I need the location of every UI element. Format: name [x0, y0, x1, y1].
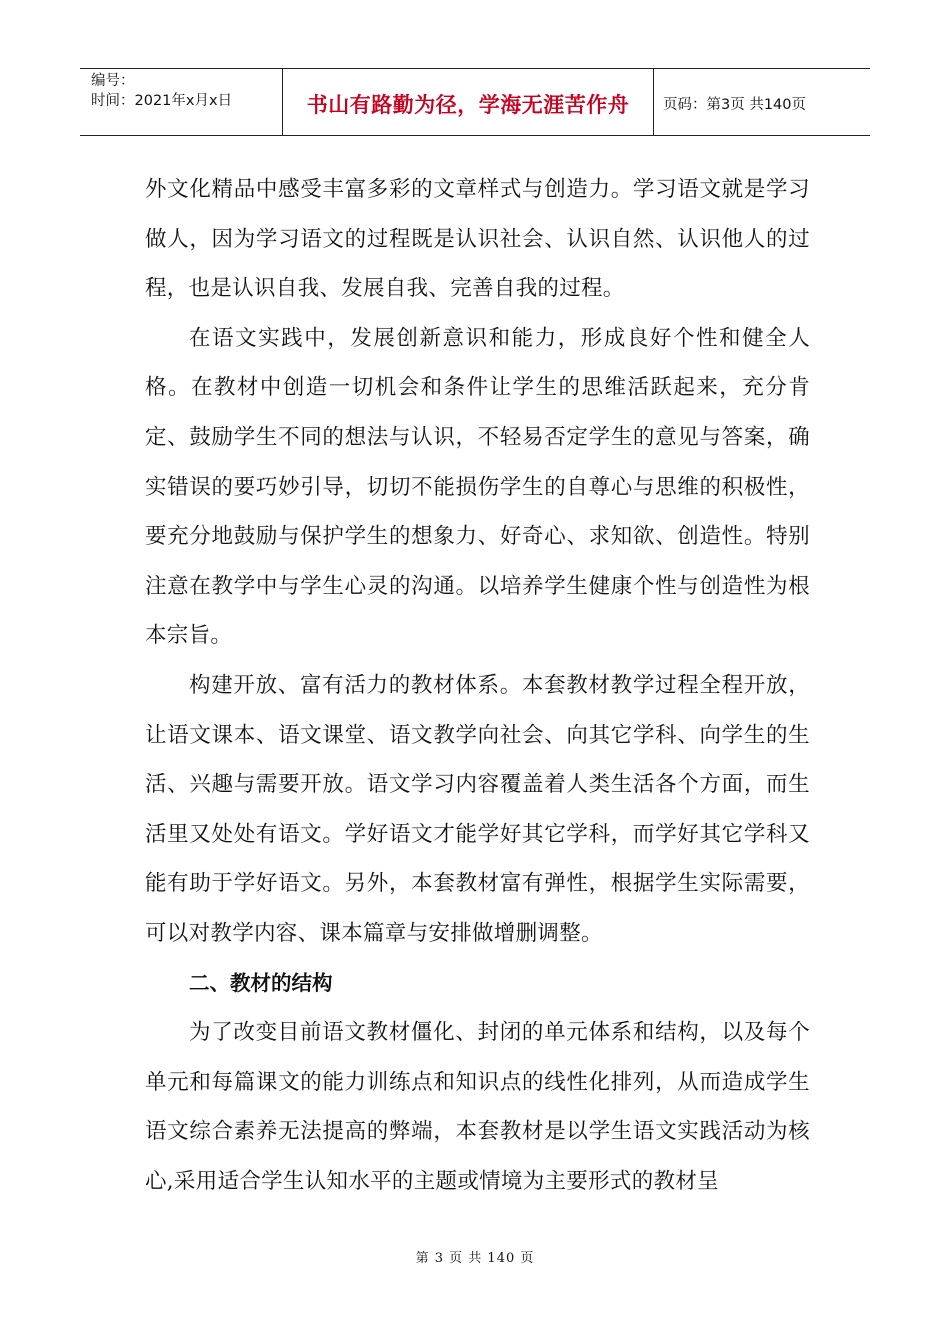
document-body: [145, 165, 810, 1206]
page-header: [80, 68, 870, 136]
header-page-info: 页码：第3页 共140页: [663, 97, 807, 113]
page-footer: 第 3 页 共 140 页: [415, 1251, 535, 1266]
paragraph-2: 在语文实践中，发展创新意识和能力，形成良好个性和健全人格。在教材中创造一切机会和条件让学生的思维活跃起来，充分肯定、鼓励学生不同的想法与认识，不轻易否定学生的意见与答案，确实错误的要巧妙引导，切切不能损伤学生的自尊心与思维的积极性，要充分地鼓励与保护学生的想象力、好奇心、求知欲、创造性。特别注意在教学中与学生心灵的沟通。以培养学生健康个性与创造性为根本宗旨。: [145, 325, 810, 649]
paragraph-4: 为了改变目前语文教材僵化、封闭的单元体系和结构，以及每个单元和每篇课文的能力训练点和知识点的线性化排列，从而造成学生语文综合素养无法提高的弊端，本套教材是以学生语文实践活动为核心,采用适合学生认知水平的主题或情境为主要形式的教材呈: [145, 1020, 810, 1194]
header-number-label: 编号：: [91, 73, 135, 89]
paragraph-1: 外文化精品中感受丰富多彩的文章样式与创造力。学习语文就是学习做人，因为学习语文的过程既是认识社会、认识自然、认识他人的过程，也是认识自我、发展自我、完善自我的过程。: [145, 177, 810, 302]
paragraph-3: 构建开放、富有活力的教材体系。本套教材教学过程全程开放，让语文课本、语文课堂、语文教学向社会、向其它学科、向学生的生活、兴趣与需要开放。语文学习内容覆盖着人类生活各个方面，而生活里又处处有语文。学好语文才能学好其它学科，而学好其它学科又能有助于学好语文。另外，本套教材富有弹性，根据学生实际需要，可以对教学内容、课本篇章与安排做增删调整。: [145, 672, 810, 946]
header-date-label: 时间：2021年x月x日: [91, 93, 233, 109]
section-heading: 二、教材的结构: [189, 970, 333, 995]
header-motto: 书山有路勤为径，学海无涯苦作舟: [283, 69, 654, 135]
header-meta: [80, 69, 283, 135]
